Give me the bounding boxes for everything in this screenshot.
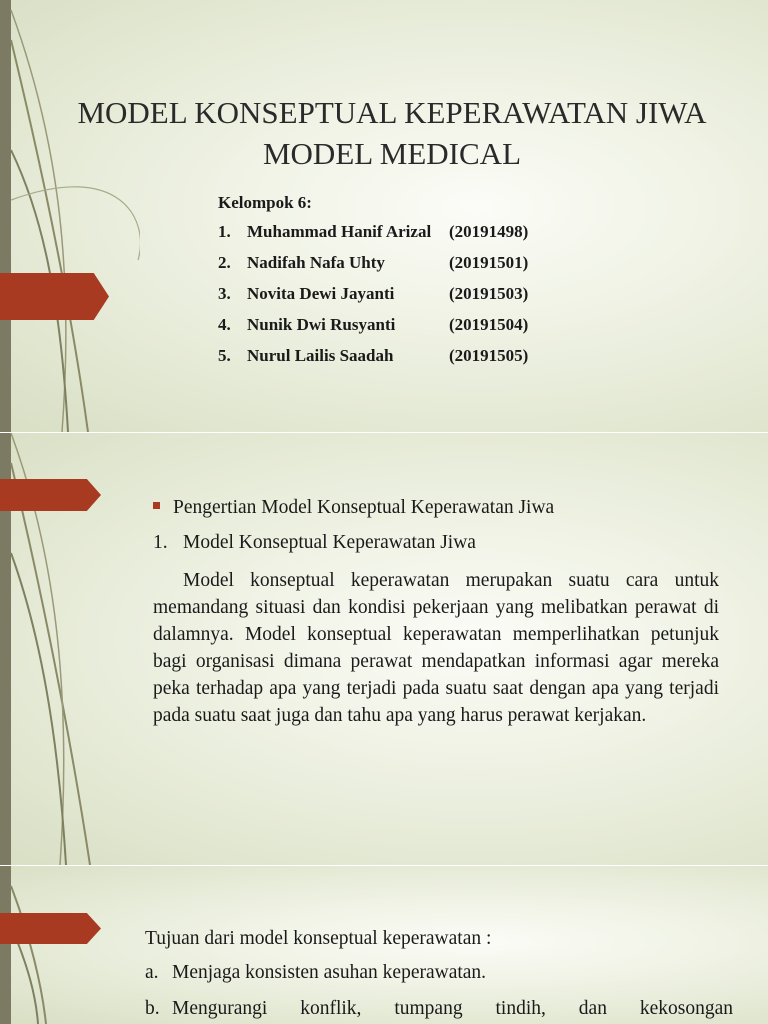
red-arrow-marker [0,273,109,320]
member-number: 5. [218,346,231,365]
bullet-marker [153,502,160,509]
group-label: Kelompok 6: [218,193,312,212]
title-line-2: MODEL MEDICAL [262,136,522,171]
member-number: 1. [218,222,231,241]
group-members [218,190,528,371]
decorative-curves [0,0,140,432]
red-arrow-marker [0,479,101,511]
slide-title [0,0,768,432]
decorative-curves [0,866,140,1024]
member-number: 4. [218,315,231,334]
member-name: Nunik Dwi Rusyanti [247,315,396,334]
goal-text: Mengurangi konflik, tumpang tindih, dan kekosongan [172,998,733,1019]
member-nim: (20191501) [449,253,529,272]
item-heading-text: Model Konseptual Keperawatan Jiwa [183,532,476,553]
title-line-1: MODEL KONSEPTUAL KEPERAWATAN JIWA [77,95,707,130]
member-number: 3. [218,284,231,303]
section-heading-text: Pengertian Model Konseptual Keperawatan Jiwa [173,497,555,518]
member-nim: (20191503) [449,284,529,303]
goal-item [145,962,733,988]
member-name: Nurul Lailis Saadah [247,346,394,365]
item-number: 1. [153,532,168,553]
member-row [218,216,528,247]
goal-letter: b. [145,998,160,1019]
member-nim: (20191504) [449,315,529,334]
member-nim: (20191505) [449,346,529,365]
red-arrow-marker [0,913,101,944]
member-nim: (20191498) [449,222,529,241]
member-name: Novita Dewi Jayanti [247,284,395,303]
goal-text: Menjaga konsisten asuhan keperawatan. [172,962,487,983]
definition-paragraph: Model konseptual keperawatan merupakan suatu cara untuk memandang situasi dan kondisi pekerjaan yang melibatkan perawat di dalamnya. Model konseptual keperawatan memperlihatkan petunjuk bagi organisasi dimana perawat mendapatkan informasi agar mereka peka terhadap apa yang terjadi pada suatu saat dengan apa yang terjadi pada suatu saat juga dan tahu apa yang harus perawat kerjakan. [153,570,719,726]
member-row [218,247,528,278]
goal-item [145,998,733,1024]
member-name: Nadifah Nafa Uhty [247,253,385,272]
slide-title-text [40,92,744,174]
goals-intro: Tujuan dari model konseptual keperawatan : [145,928,492,949]
goal-letter: a. [145,962,159,983]
member-row [218,309,528,340]
member-row [218,278,528,309]
member-number: 2. [218,253,231,272]
member-row [218,340,528,371]
numbered-heading [153,532,476,554]
section-heading [153,497,554,519]
member-name: Muhammad Hanif Arizal [247,222,432,241]
